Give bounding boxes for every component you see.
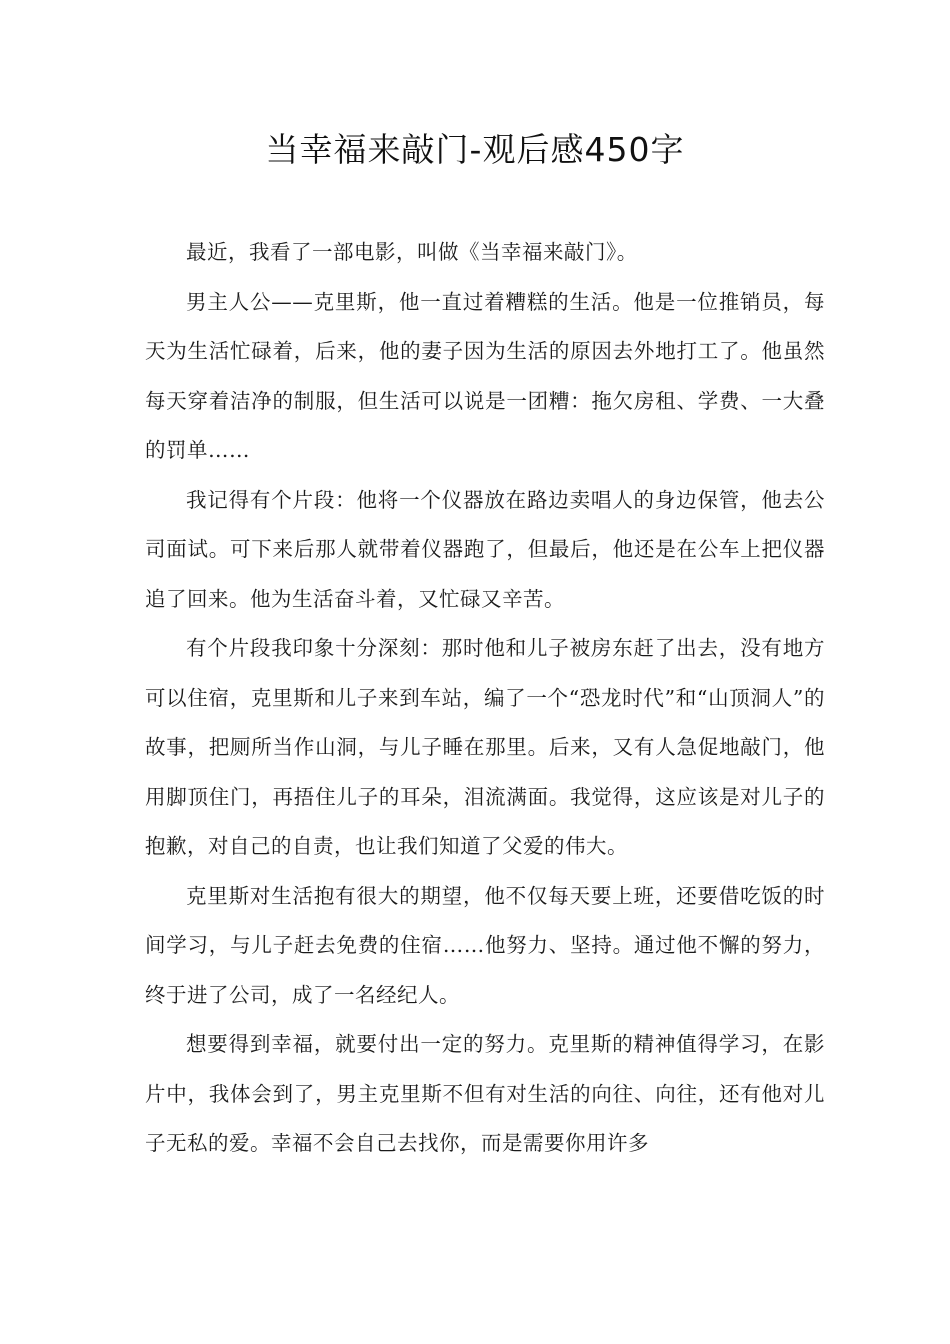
paragraph-4: 有个片段我印象十分深刻：那时他和儿子被房东赶了出去，没有地方可以住宿，克里斯和儿子来到车站，编了一个“恐龙时代”和“山顶洞人”的故事，把厕所当作山洞，与儿子睡在那里。后来，又有人急促地敲门，他用脚顶住门，再捂住儿子的耳朵，泪流满面。我觉得，这应该是对儿子的抱歉，对自己的自责，也让我们知道了父爱的伟大。 <box>145 636 825 858</box>
paragraph-3: 我记得有个片段：他将一个仪器放在路边卖唱人的身边保管，他去公司面试。可下来后那人就带着仪器跑了，但最后，他还是在公车上把仪器追了回来。他为生活奋斗着，又忙碌又辛苦。 <box>145 487 825 611</box>
paragraph-2: 男主人公——克里斯，他一直过着糟糕的生活。他是一位推销员，每天为生活忙碌着，后来，他的妻子因为生活的原因去外地打工了。他虽然每天穿着洁净的制服，但生活可以说是一团糟：拖欠房租、学费、一大叠的罚单…… <box>145 289 825 462</box>
paragraph-5: 克里斯对生活抱有很大的期望，他不仅每天要上班，还要借吃饭的时间学习，与儿子赶去免费的住宿……他努力、坚持。通过他不懈的努力，终于进了公司，成了一名经纪人。 <box>145 883 825 1007</box>
document-title: 当幸福来敲门-观后感450字 <box>265 130 685 169</box>
paragraph-6: 想要得到幸福，就要付出一定的努力。克里斯的精神值得学习，在影片中，我体会到了，男主克里斯不但有对生活的向往、向往，还有他对儿子无私的爱。幸福不会自己去找你，而是需要你用许多 <box>145 1032 825 1155</box>
document-body <box>145 228 825 1169</box>
paragraph-1: 最近，我看了一部电影，叫做《当幸福来敲门》。 <box>186 240 638 264</box>
